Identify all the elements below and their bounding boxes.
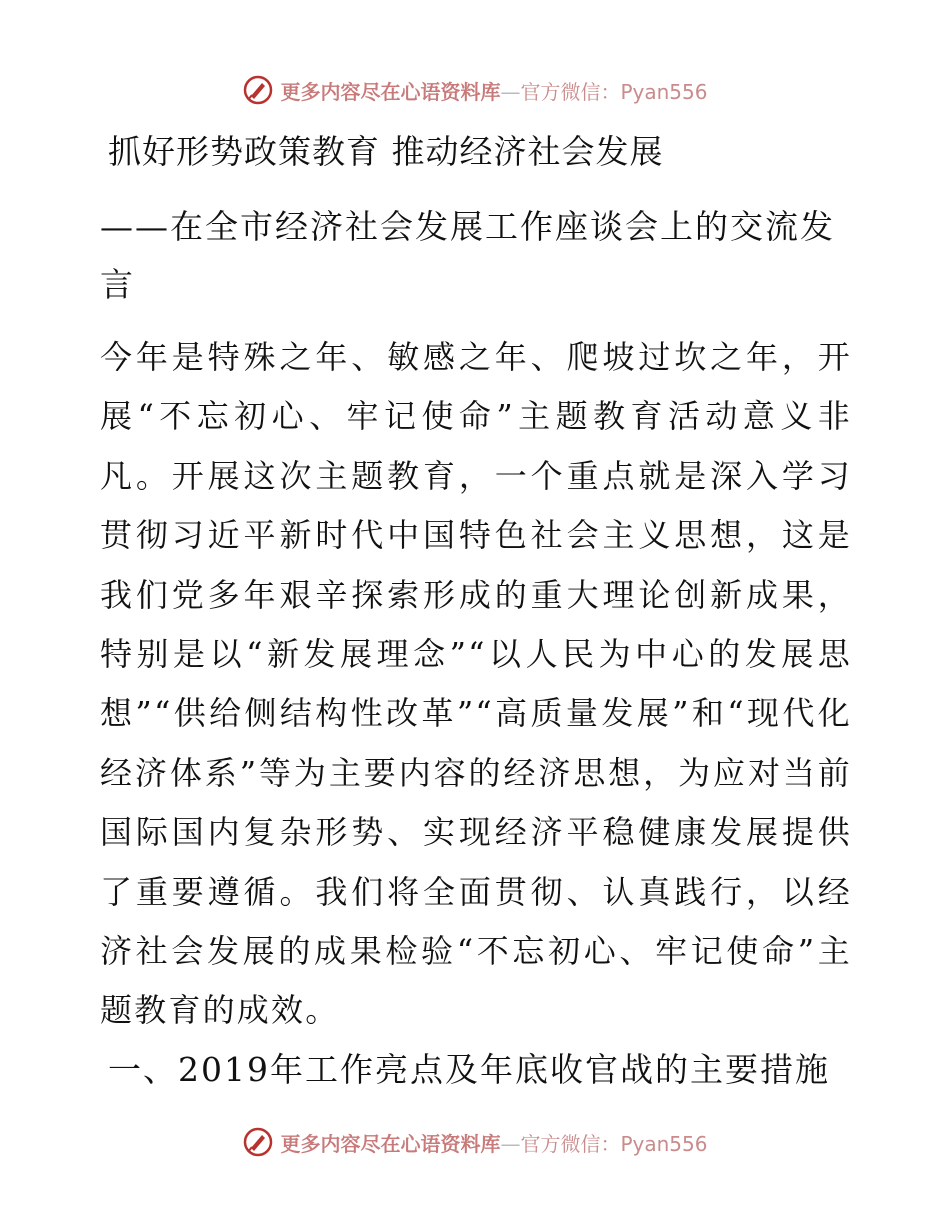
header-banner (0, 70, 950, 110)
library-logo-icon (242, 74, 274, 106)
banner-separator: — (500, 1131, 521, 1156)
document-title: 抓好形势政策教育 推动经济社会发展 (108, 132, 664, 171)
banner-main-text: 更多内容尽在心语资料库 (280, 1131, 501, 1156)
footer-banner (0, 1122, 950, 1162)
banner-wechat-text: 官方微信：Pyan556 (520, 79, 708, 104)
banner-main-text: 更多内容尽在心语资料库 (280, 79, 501, 104)
library-logo-icon (242, 1126, 274, 1158)
document-subtitle: ——在全市经济社会发展工作座谈会上的交流发言 (100, 207, 835, 304)
section-heading: 一、2019年工作亮点及年底收官战的主要措施 (108, 1050, 830, 1089)
banner-wechat-text: 官方微信：Pyan556 (520, 1131, 708, 1156)
body-paragraph: 今年是特殊之年、敏感之年、爬坡过坎之年，开展“不忘初心、牢记使命”主题教育活动意义非凡。开展这次主题教育，一个重点就是深入学习贯彻习近平新时代中国特色社会主义思想，这是我们党多年艰辛探索形成的重大理论创新成果，特别是以“新发展理念”“以人民为中心的发展思想”“供给侧结构性改革”“高质量发展”和“现代化经济体系”等为主要内容的经济思想，为应对当前国际国内复杂形势、实现经济平稳健康发展提供了重要遵循。我们将全面贯彻、认真践行，以经济社会发展的成果检验“不忘初心、牢记使命”主题教育的成效。 (100, 338, 852, 1030)
banner-separator: — (500, 79, 521, 104)
